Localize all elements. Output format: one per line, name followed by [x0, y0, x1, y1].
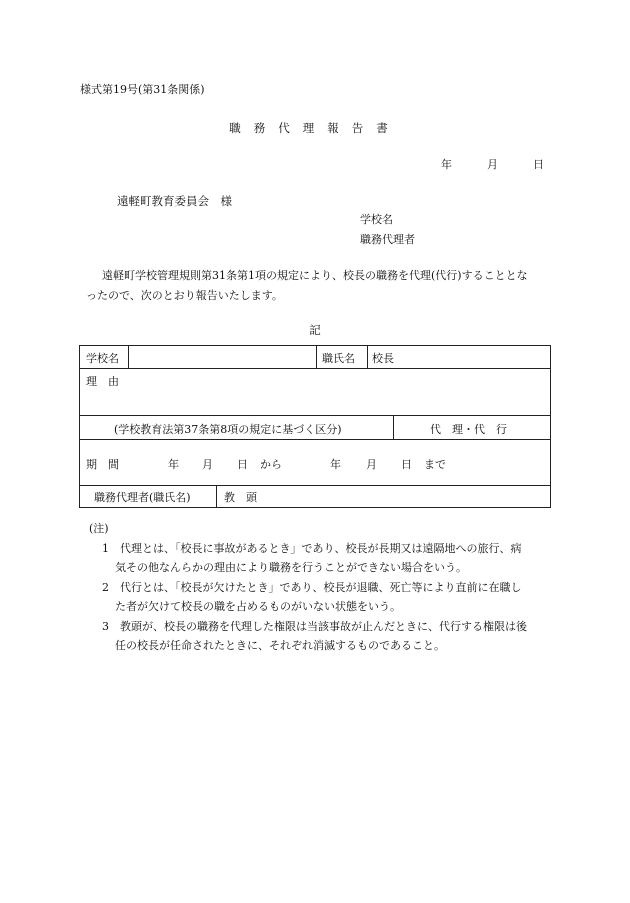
period-label: 期 間: [86, 458, 119, 471]
date-year: 年: [441, 158, 452, 171]
date-day: 日: [533, 158, 544, 171]
body-text-line-1: 遠軽町学校管理規則第31条第1項の規定により、校長の職務を代理(代行)することとな: [102, 269, 528, 282]
date-month: 月: [487, 158, 498, 171]
period-from-day: 日: [237, 458, 248, 471]
notes-heading: (注): [89, 522, 109, 535]
period-to-month: 月: [366, 458, 377, 471]
note-line: 任の校長が任命されたときに、それぞれ消滅するものであること。: [115, 639, 445, 652]
addressee: 遠軽町教育委員会 様: [117, 194, 232, 208]
period-from-year: 年: [168, 458, 179, 471]
note-line: 3 教頭が、校長の職務を代理した権限は当該事故が止んだときに、代行する権限は後: [102, 619, 527, 633]
ki-heading: 記: [309, 323, 321, 337]
table-rule: [367, 346, 368, 368]
report-table: [79, 345, 551, 508]
sender-school-name-label: 学校名: [360, 213, 393, 226]
position-label: 職氏名: [322, 352, 355, 365]
category-value: 代 理・代 行: [430, 423, 507, 436]
table-rule: [316, 346, 317, 368]
period-from-month: 月: [202, 458, 213, 471]
sender-deputy-label: 職務代理者: [360, 233, 415, 246]
note-line: 2 代行とは、「校長が欠けたとき」であり、校長が退職、死亡等により直前に在職し: [102, 580, 522, 594]
notes-section: [89, 519, 527, 656]
table-rule: [80, 439, 550, 440]
body-text-line-2: ったので、次のとおり報告いたします。: [86, 289, 283, 302]
date-line: [441, 156, 544, 172]
table-rule: [393, 415, 394, 439]
deputy-label: 職務代理者(職氏名): [94, 491, 191, 504]
category-label: (学校教育法第37条第8項の規定に基づく区分): [114, 423, 342, 436]
school-name-label: 学校名: [86, 352, 119, 365]
form-number: 様式第19号(第31条関係): [80, 83, 205, 96]
note-line: た者が欠けて校長の職を占めるものがいない状態をいう。: [115, 600, 401, 613]
document-title: 職務代理報告書: [229, 121, 401, 135]
note-line: 1 代理とは、「校長に事故があるとき」であり、校長が長期又は遠隔地への旅行、病: [102, 541, 522, 555]
position-value: 校長: [372, 352, 394, 365]
period-to-day: 日: [401, 458, 412, 471]
table-rule: [80, 368, 550, 369]
period-to-suffix: まで: [424, 458, 446, 471]
table-rule: [128, 346, 129, 368]
table-rule: [80, 415, 550, 416]
period-to-year: 年: [330, 458, 341, 471]
table-rule: [80, 485, 550, 486]
period-from-suffix: から: [260, 458, 282, 471]
reason-label: 理 由: [86, 375, 119, 388]
note-line: 気その他なんらかの理由により職務を行うことができない場合をいう。: [115, 561, 467, 574]
deputy-value: 教 頭: [224, 491, 257, 504]
table-rule: [216, 485, 217, 508]
